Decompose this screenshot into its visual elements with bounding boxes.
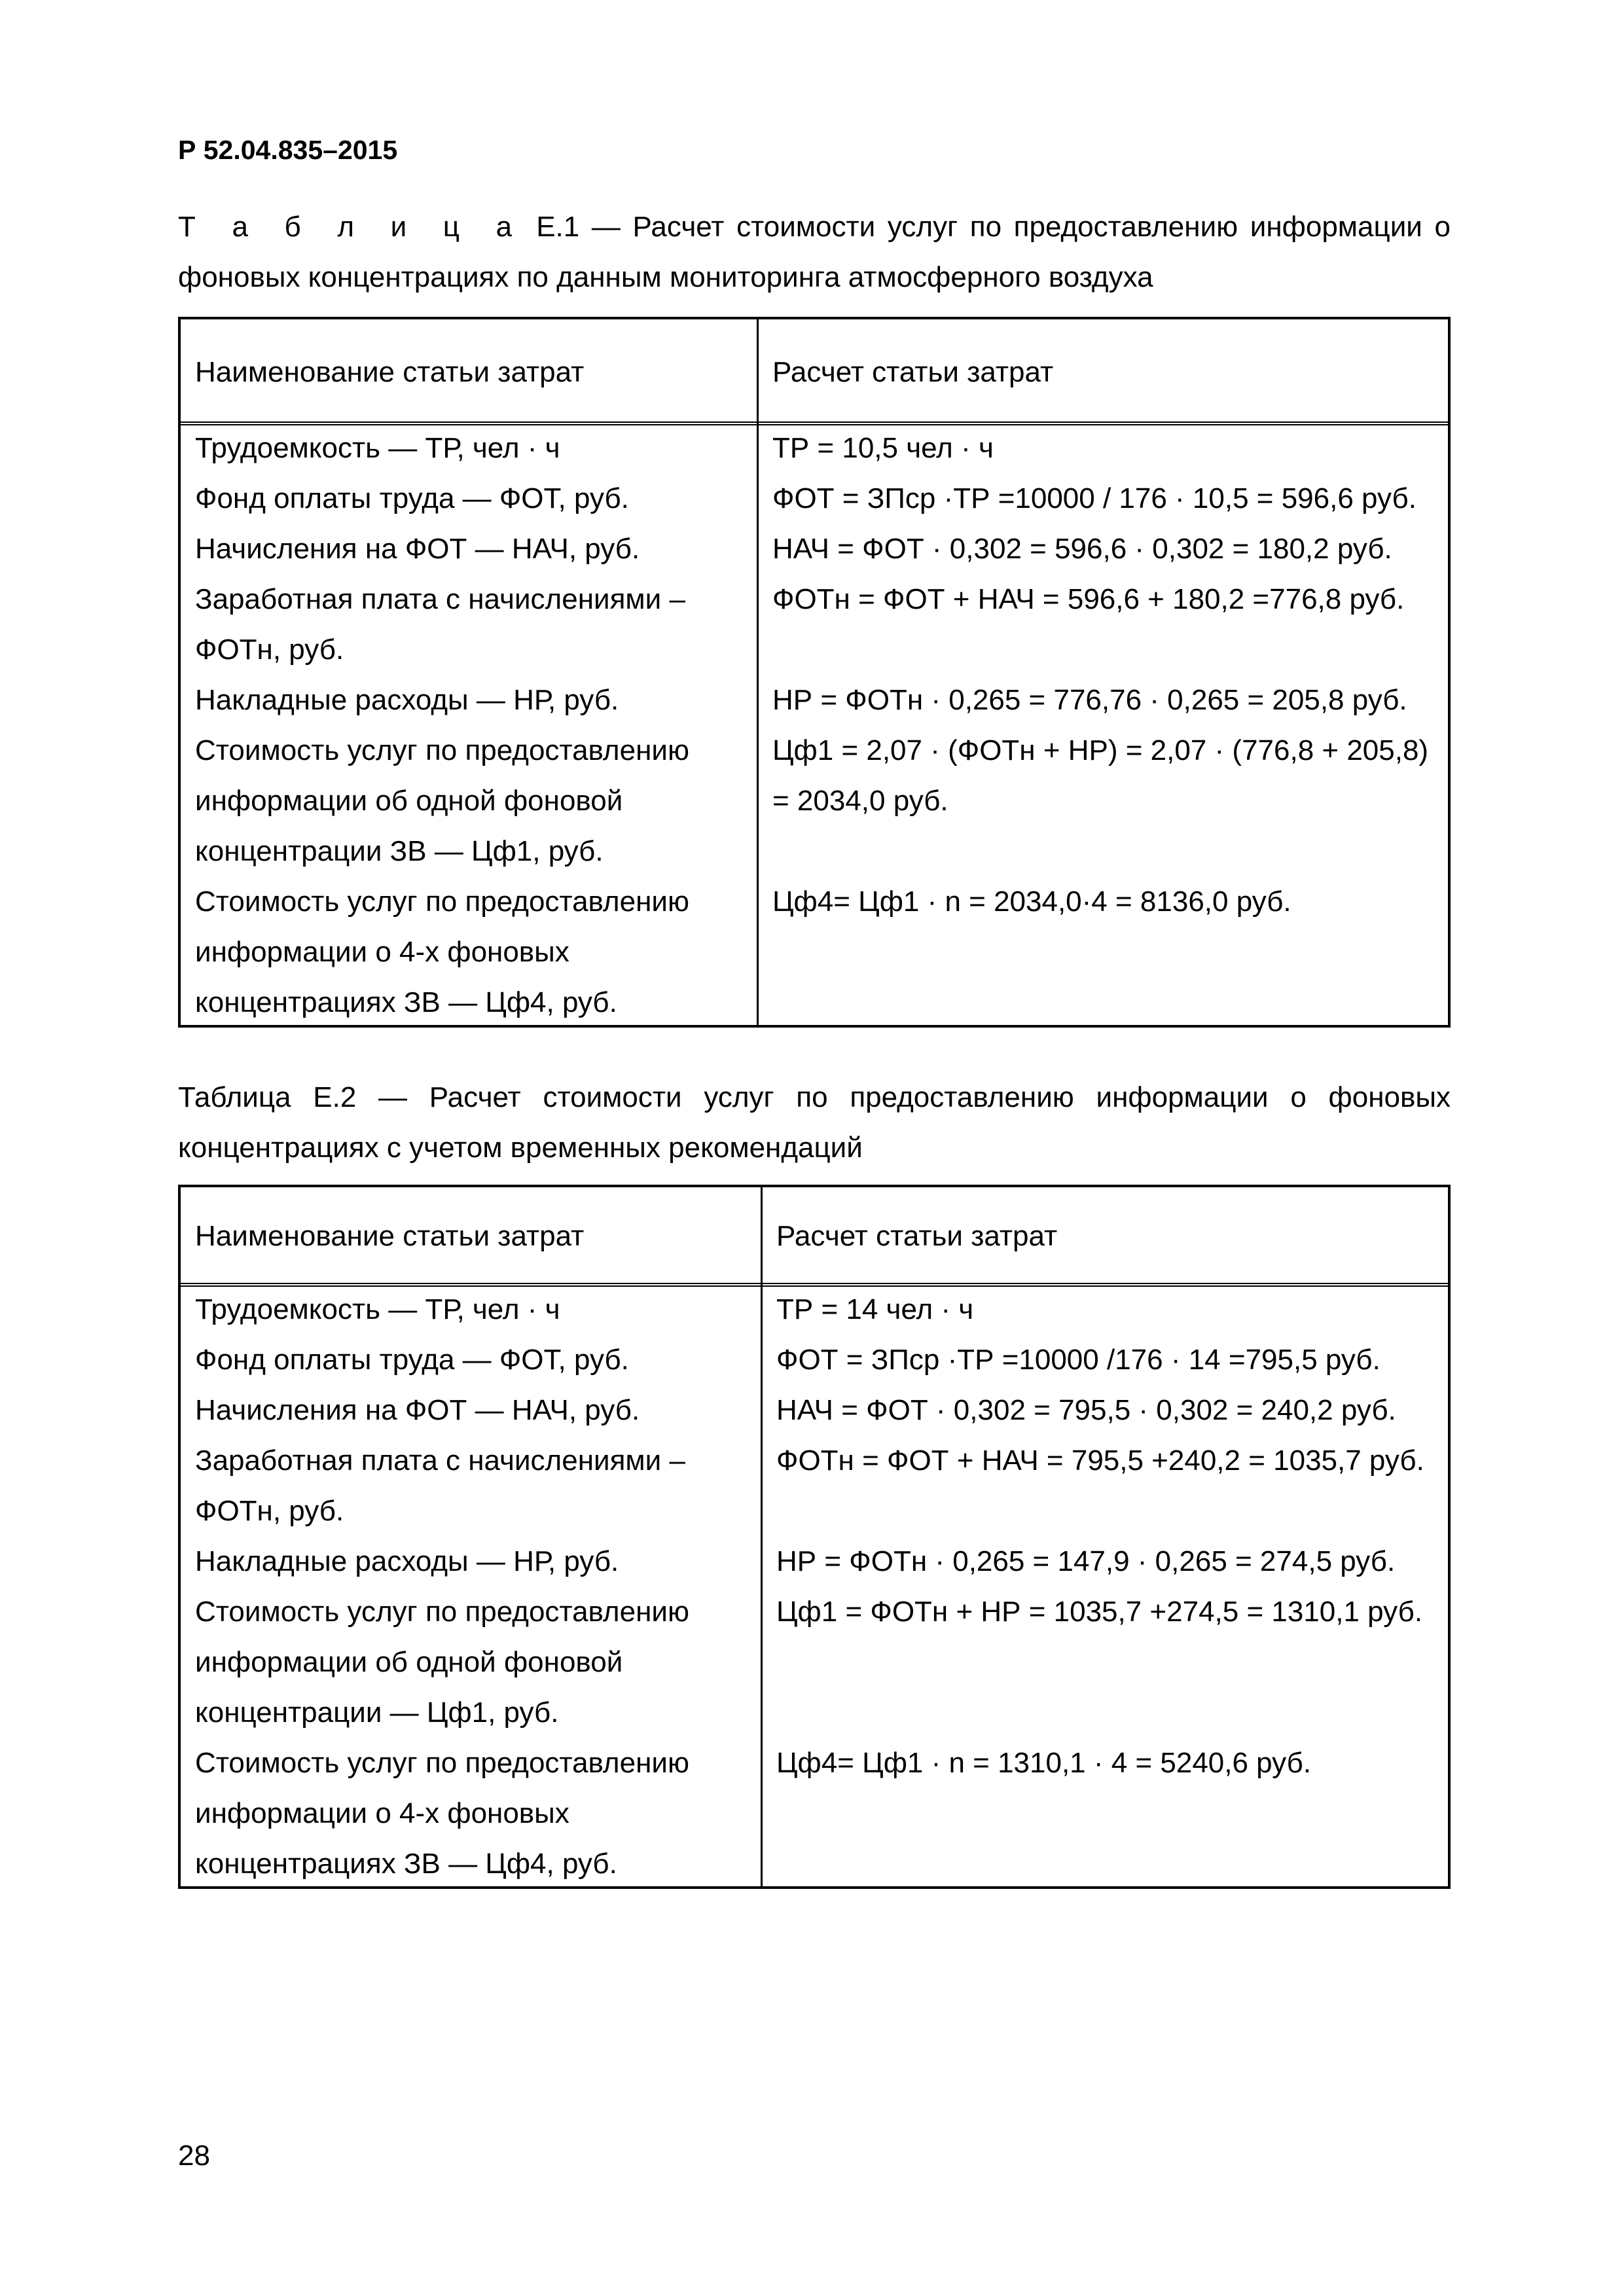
page-number: 28 — [178, 2140, 210, 2172]
document-code: Р 52.04.835–2015 — [178, 135, 398, 165]
cost-item-cell — [195, 574, 745, 675]
cost-calculation-cell — [776, 1284, 1440, 1335]
table-body — [181, 423, 1448, 1028]
table-body — [181, 1284, 1448, 1889]
cell-text-line: Цф1 = ФОТн + НР = 1035,7 +274,5 = 1310,1 руб. — [776, 1596, 1423, 1628]
table-row — [181, 524, 1448, 574]
table-row — [181, 1587, 1448, 1738]
cost-item-cell — [195, 524, 745, 574]
cell-text-line: Трудоемкость — ТР, чел · ч — [195, 1293, 560, 1325]
cost-table-e2 — [178, 1185, 1451, 1889]
cost-item-cell — [195, 725, 745, 876]
cell-text-line: ФОТн, руб. — [195, 1495, 344, 1527]
table-label: Т а б л и ц а — [178, 211, 524, 243]
cell-text-line: Цф4= Цф1 · n = 2034,0·4 = 8136,0 руб. — [772, 886, 1291, 918]
cost-item-cell — [195, 1284, 745, 1335]
table-row — [181, 1435, 1448, 1536]
cell-text-line: НАЧ = ФОТ · 0,302 = 596,6 · 0,302 = 180,2 руб. — [772, 533, 1392, 565]
cell-text-line: = 2034,0 руб. — [772, 785, 948, 817]
cell-text-line: Фонд оплаты труда — ФОТ, руб. — [195, 1344, 629, 1376]
cell-text-line: Накладные расходы — НР, руб. — [195, 1545, 619, 1577]
cell-text-line: Цф4= Цф1 · n = 1310,1 · 4 = 5240,6 руб. — [776, 1747, 1312, 1779]
cost-item-cell — [195, 1536, 745, 1587]
table-e2-caption-line-1: Таблица Е.2 — Расчет стоимости услуг по предоставлению информации о фоновых — [178, 1081, 1451, 1113]
cell-text-line: информации о 4-х фоновых — [195, 1797, 569, 1829]
cost-calculation-cell — [772, 423, 1440, 473]
cell-text-line: ТР = 10,5 чел · ч — [772, 432, 994, 464]
cell-text-line: Стоимость услуг по предоставлению — [195, 886, 689, 918]
cost-table-e1 — [178, 317, 1451, 1028]
cost-calculation-cell — [772, 675, 1440, 725]
cell-text-line: информации о 4-х фоновых — [195, 936, 569, 968]
cost-item-cell — [195, 1435, 745, 1536]
cell-text-line: информации об одной фоновой — [195, 1646, 623, 1678]
table-header — [181, 1187, 1448, 1287]
table-row — [181, 1738, 1448, 1889]
cost-item-cell — [195, 1335, 745, 1385]
cost-calculation-cell — [776, 1536, 1440, 1587]
cell-text-line: ФОТн = ФОТ + НАЧ = 795,5 +240,2 = 1035,7 руб. — [776, 1444, 1424, 1477]
table-row — [181, 1536, 1448, 1587]
cell-text-line: Цф1 = 2,07 · (ФОТн + НР) = 2,07 · (776,8 + 205,8) — [772, 734, 1429, 766]
table-row — [181, 725, 1448, 876]
cost-item-cell — [195, 1587, 745, 1738]
cell-text-line: Заработная плата с начислениями – — [195, 583, 685, 615]
cost-calculation-cell — [772, 876, 1440, 927]
table-row — [181, 876, 1448, 1028]
table-row — [181, 1284, 1448, 1335]
cell-text-line: Накладные расходы — НР, руб. — [195, 684, 619, 716]
cell-text-line: ФОТн = ФОТ + НАЧ = 596,6 + 180,2 =776,8 руб. — [772, 583, 1405, 615]
cost-calculation-cell — [772, 574, 1440, 624]
cost-calculation-cell — [772, 473, 1440, 524]
table-e2-caption-line-2: концентрациях с учетом временных рекомендаций — [178, 1132, 863, 1164]
table-e1-caption-line-2: фоновых концентрациях по данным мониторинга атмосферного воздуха — [178, 261, 1153, 293]
cell-text-line: ФОТн, руб. — [195, 634, 344, 666]
table-row — [181, 1335, 1448, 1385]
cost-calculation-cell — [776, 1335, 1440, 1385]
cell-text-line: Трудоемкость — ТР, чел · ч — [195, 432, 560, 464]
header-cost-calculation: Расчет статьи затрат — [776, 1220, 1058, 1252]
table-row — [181, 675, 1448, 725]
cost-calculation-cell — [776, 1738, 1440, 1788]
table-row — [181, 473, 1448, 524]
cost-calculation-cell — [772, 725, 1440, 826]
cell-text-line: Начисления на ФОТ — НАЧ, руб. — [195, 533, 640, 565]
cost-item-cell — [195, 876, 745, 1028]
cost-calculation-cell — [772, 524, 1440, 574]
cell-text-line: Стоимость услуг по предоставлению — [195, 734, 689, 766]
cost-item-cell — [195, 1385, 745, 1435]
cost-item-cell — [195, 473, 745, 524]
cell-text-line: НАЧ = ФОТ · 0,302 = 795,5 · 0,302 = 240,2 руб. — [776, 1394, 1396, 1426]
cell-text-line: ФОТ = ЗПср ·ТР =10000 /176 · 14 =795,5 руб. — [776, 1344, 1380, 1376]
cost-item-cell — [195, 423, 745, 473]
header-cost-calculation: Расчет статьи затрат — [772, 356, 1054, 388]
header-cost-item: Наименование статьи затрат — [195, 356, 585, 388]
cell-text-line: НР = ФОТн · 0,265 = 776,76 · 0,265 = 205,8 руб. — [772, 684, 1407, 716]
cost-item-cell — [195, 675, 745, 725]
table-e1-caption — [178, 202, 1451, 302]
cell-text-line: ФОТ = ЗПср ·ТР =10000 / 176 · 10,5 = 596,6 руб. — [772, 482, 1416, 514]
table-e2-caption — [178, 1072, 1451, 1173]
table-e1-caption-text: Е.1 — Расчет стоимости услуг по предоставлению информации о — [536, 211, 1451, 243]
cell-text-line: ТР = 14 чел · ч — [776, 1293, 974, 1325]
cost-calculation-cell — [776, 1587, 1440, 1637]
cell-text-line: концентрациях ЗВ — Цф4, руб. — [195, 986, 617, 1018]
table-header — [181, 319, 1448, 425]
table-e1-caption-line-1 — [178, 202, 1451, 252]
cell-text-line: концентрациях ЗВ — Цф4, руб. — [195, 1848, 617, 1880]
cell-text-line: информации об одной фоновой — [195, 785, 623, 817]
cell-text-line: НР = ФОТн · 0,265 = 147,9 · 0,265 = 274,5 руб. — [776, 1545, 1396, 1577]
table-row — [181, 1385, 1448, 1435]
cell-text-line: Начисления на ФОТ — НАЧ, руб. — [195, 1394, 640, 1426]
table-row — [181, 574, 1448, 675]
table-row — [181, 423, 1448, 473]
cost-item-cell — [195, 1738, 745, 1889]
cell-text-line: концентрации ЗВ — Цф1, руб. — [195, 835, 604, 867]
header-cost-item: Наименование статьи затрат — [195, 1220, 585, 1252]
cell-text-line: Стоимость услуг по предоставлению — [195, 1596, 689, 1628]
cost-calculation-cell — [776, 1435, 1440, 1486]
cost-calculation-cell — [776, 1385, 1440, 1435]
cell-text-line: Стоимость услуг по предоставлению — [195, 1747, 689, 1779]
cell-text-line: Заработная плата с начислениями – — [195, 1444, 685, 1477]
cell-text-line: Фонд оплаты труда — ФОТ, руб. — [195, 482, 629, 514]
cell-text-line: концентрации — Цф1, руб. — [195, 1696, 559, 1729]
